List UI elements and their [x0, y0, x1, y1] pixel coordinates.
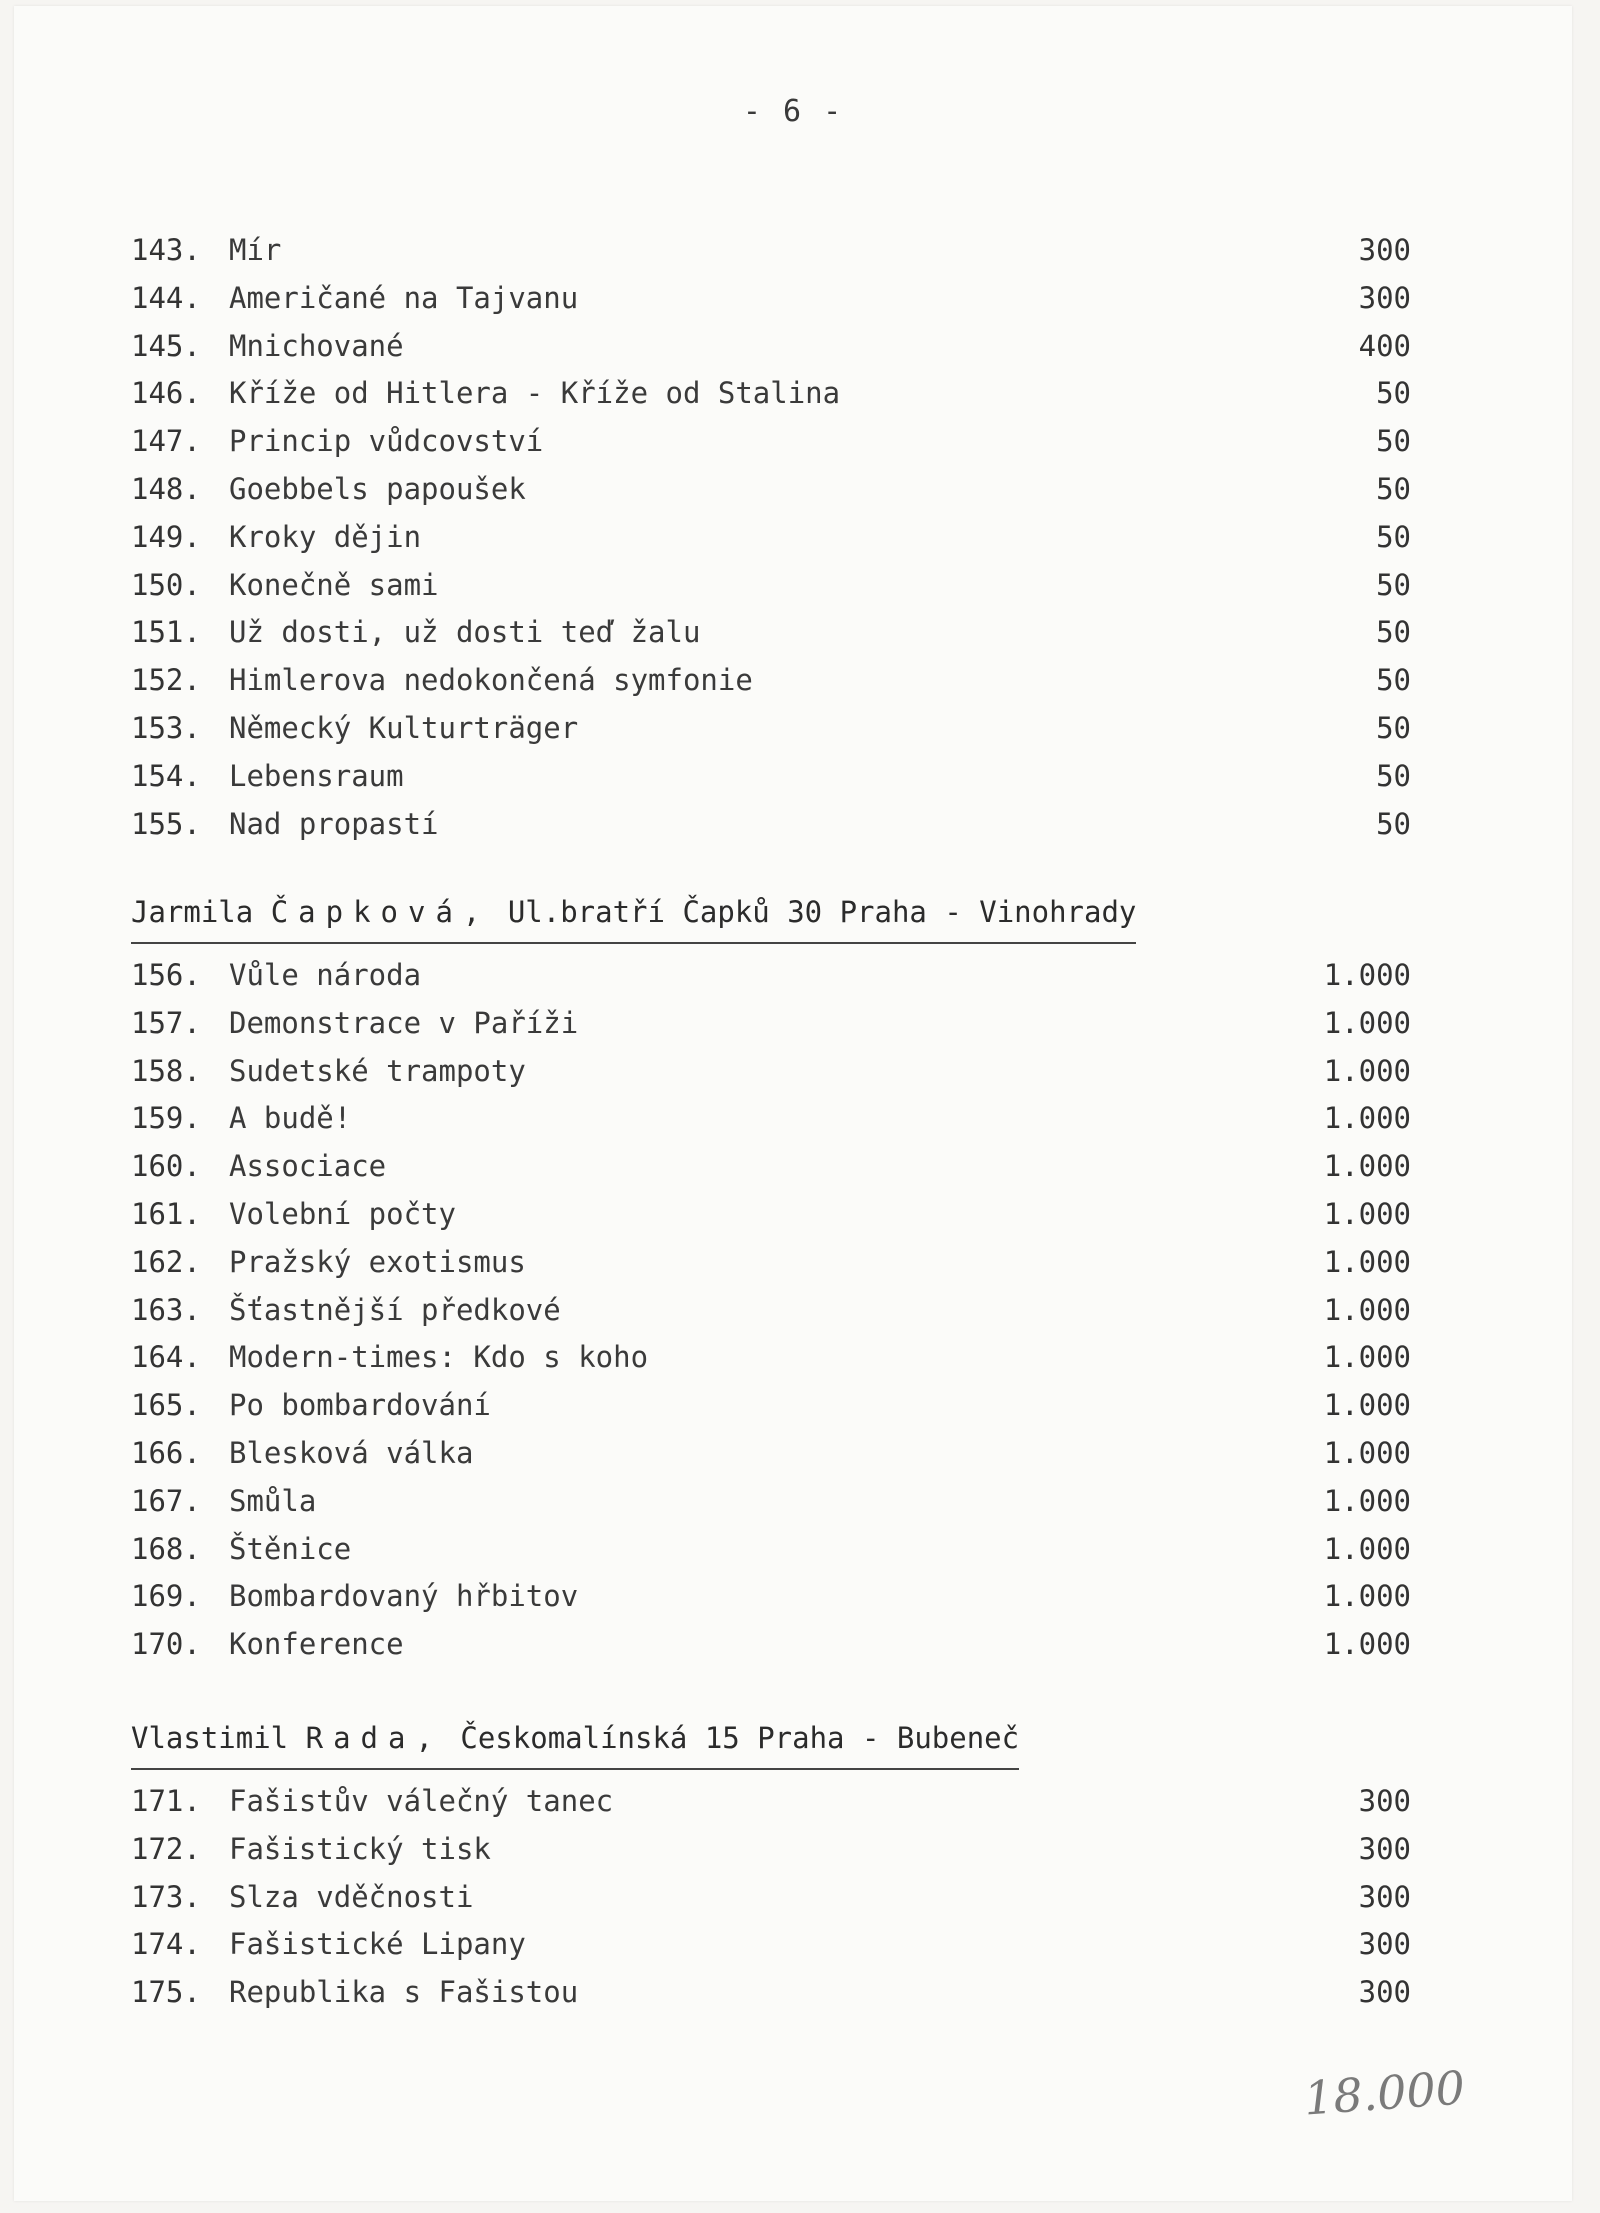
- list-item: 172. Fašistický tisk 300: [131, 1831, 1411, 1866]
- list-item: 173. Slza vděčnosti 300: [131, 1879, 1411, 1914]
- list-item: 153. Německý Kulturträger 50: [131, 710, 1411, 745]
- section-3: [131, 1718, 1411, 2017]
- section-2: [131, 892, 1411, 1669]
- list-item: 163. Šťastnější předkové 1.000: [131, 1292, 1411, 1327]
- list-item: 158. Sudetské trampoty 1.000: [131, 1053, 1411, 1088]
- list-item: 145. Mnichované 400: [131, 328, 1411, 363]
- list-item: 151. Už dosti, už dosti teď žalu 50: [131, 615, 1411, 650]
- list-item: 159. A budě! 1.000: [131, 1101, 1411, 1136]
- document-page: [14, 6, 1572, 2201]
- list-item: 148. Goebbels papoušek 50: [131, 471, 1411, 506]
- author-first-name: Jarmila: [131, 895, 254, 929]
- section-header: [131, 892, 1136, 944]
- list-item: 161. Volební počty 1.000: [131, 1196, 1411, 1231]
- handwritten-total: 18.000: [1302, 2060, 1467, 2126]
- list-item: 165. Po bombardování 1.000: [131, 1388, 1411, 1423]
- list-item: 167. Smůla 1.000: [131, 1483, 1411, 1518]
- section-header: [131, 1718, 1019, 1770]
- list-item: 155. Nad propastí 50: [131, 806, 1411, 841]
- list-item: 175. Republika s Fašistou 300: [131, 1975, 1411, 2010]
- author-first-name: Vlastimil: [131, 1721, 289, 1755]
- list-item: 166. Blesková válka 1.000: [131, 1435, 1411, 1470]
- author-address: Českomalínská 15 Praha - Bubeneč: [460, 1721, 1020, 1755]
- list-item: 144. Američané na Tajvanu 300: [131, 280, 1411, 315]
- author-last-name: Rada,: [305, 1721, 443, 1755]
- author-address: Ul.bratří Čapků 30 Praha - Vinohrady: [507, 895, 1137, 929]
- list-item: 149. Kroky dějin 50: [131, 519, 1411, 554]
- list-item: 162. Pražský exotismus 1.000: [131, 1244, 1411, 1279]
- list-item: 150. Konečně sami 50: [131, 567, 1411, 602]
- list-item: 143. Mír 300: [131, 233, 1411, 267]
- list-item: 169. Bombardovaný hřbitov 1.000: [131, 1579, 1411, 1614]
- author-last-name: Čapková,: [270, 895, 491, 929]
- list-item: 164. Modern-times: Kdo s koho 1.000: [131, 1340, 1411, 1375]
- list-item: 174. Fašistické Lipany 300: [131, 1927, 1411, 1962]
- list-item: 154. Lebensraum 50: [131, 758, 1411, 793]
- list-item: 152. Himlerova nedokončená symfonie 50: [131, 663, 1411, 698]
- page-number: - 6 -: [742, 94, 844, 129]
- list-item: 170. Konference 1.000: [131, 1627, 1411, 1662]
- list-item: 147. Princip vůdcovství 50: [131, 424, 1411, 459]
- list-item: 146. Kříže od Hitlera - Kříže od Stalina 50: [131, 376, 1411, 411]
- list-item: 160. Associace 1.000: [131, 1149, 1411, 1184]
- list-item: 171. Fašistův válečný tanec 300: [131, 1784, 1411, 1818]
- list-item: 157. Demonstrace v Paříži 1.000: [131, 1005, 1411, 1040]
- list-item: 168. Štěnice 1.000: [131, 1531, 1411, 1566]
- section-1: [131, 227, 1411, 848]
- list-item: 156. Vůle národa 1.000: [131, 958, 1411, 992]
